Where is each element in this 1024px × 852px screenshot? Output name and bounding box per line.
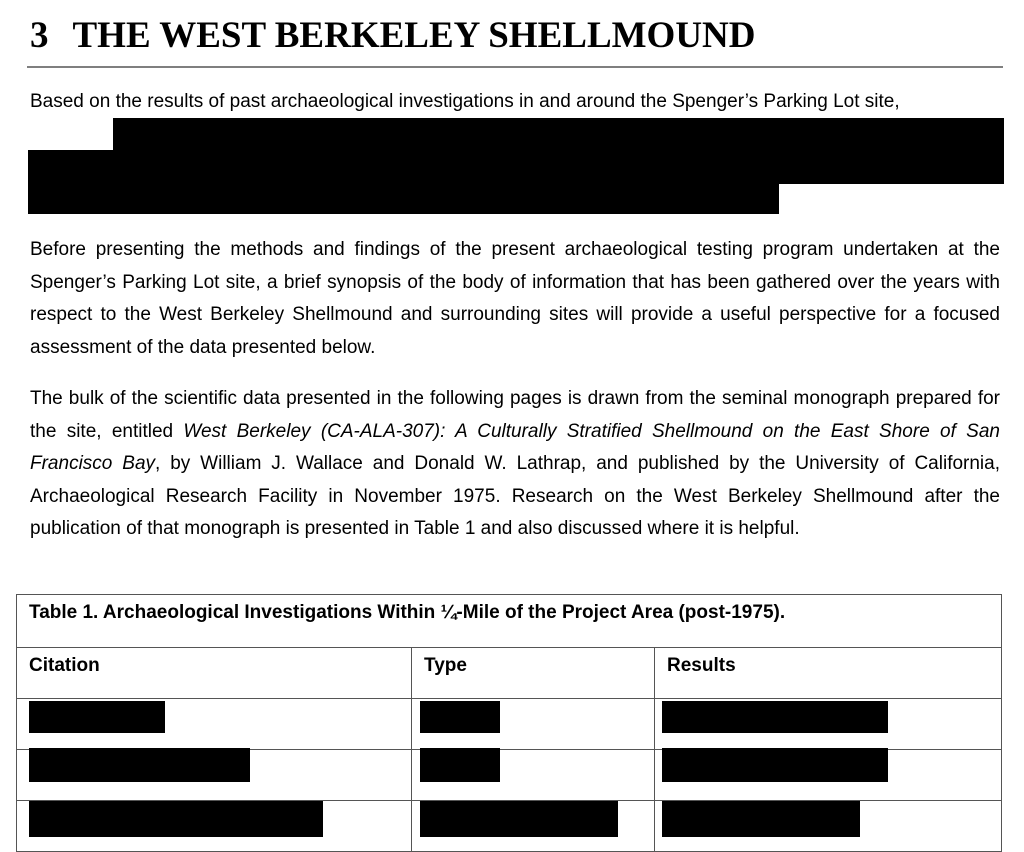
results-cell [655, 699, 1002, 750]
paragraph-intro-text: Based on the results of past archaeological investigations in and around the Spenger’s Parking Lot site, [30, 91, 900, 112]
monograph-title: West Berkeley (CA-ALA-307): A Culturally Stratified Shellmound on the East Shore of San Francisco Bay [30, 420, 1000, 475]
type-cell [412, 699, 655, 750]
redaction-block [662, 701, 888, 733]
citation-cell [17, 699, 412, 750]
table-row [17, 801, 1002, 852]
section-heading [30, 14, 755, 57]
citation-cell [17, 801, 412, 852]
column-header-type: Type [412, 648, 655, 699]
results-cell [655, 750, 1002, 801]
investigations-table [16, 594, 1002, 852]
redaction-block [28, 150, 1004, 184]
results-cell [655, 801, 1002, 852]
redaction-block [420, 748, 500, 782]
citation-cell [17, 750, 412, 801]
paragraph-synopsis-text: Before presenting the methods and findings of the present archaeological testing program undertaken at the Spenger’s Parking Lot site, a brief synopsis of the body of information that has been gathered over the years with respect to the West Berkeley Shellmound and surrounding sites will provide a useful perspective for a focused assessment of the data presented below. [30, 239, 1000, 358]
redaction-block [29, 701, 165, 733]
column-header-citation: Citation [17, 648, 412, 699]
section-title: THE WEST BERKELEY SHELLMOUND [72, 15, 756, 56]
heading-rule [27, 66, 1003, 68]
table-header-row [17, 648, 1002, 699]
redaction-block [662, 801, 860, 837]
paragraph-sources [30, 383, 1000, 546]
redaction-block [28, 182, 779, 214]
paragraph-sources-text-a: The bulk of the scientific data presented in the following pages is drawn from the seminal monograph prepared for the site, entitled [30, 388, 1000, 442]
type-cell [412, 801, 655, 852]
redaction-block [113, 118, 1004, 153]
paragraph-sources-text-b: , by William J. Wallace and Donald W. Lathrap, and published by the University of California, Archaeological Research Facility in November 1975. Research on the West Berkeley Shellmound after the publication of that monograph is presented in Table 1 and also discussed where it is helpful. [30, 453, 1001, 540]
table-row [17, 750, 1002, 801]
redaction-block [420, 801, 618, 837]
redaction-block [662, 748, 888, 782]
section-number: 3 [30, 15, 49, 56]
table-row [17, 699, 1002, 750]
column-header-results: Results [655, 648, 1002, 699]
redaction-block [29, 748, 250, 782]
paragraph-intro [30, 86, 1000, 119]
table-caption: Table 1. Archaeological Investigations Within ¼-Mile of the Project Area (post-1975). [17, 595, 1002, 648]
type-cell [412, 750, 655, 801]
table-caption-row [17, 595, 1002, 648]
paragraph-synopsis [30, 234, 1000, 364]
redaction-block [29, 801, 323, 837]
redaction-block [420, 701, 500, 733]
